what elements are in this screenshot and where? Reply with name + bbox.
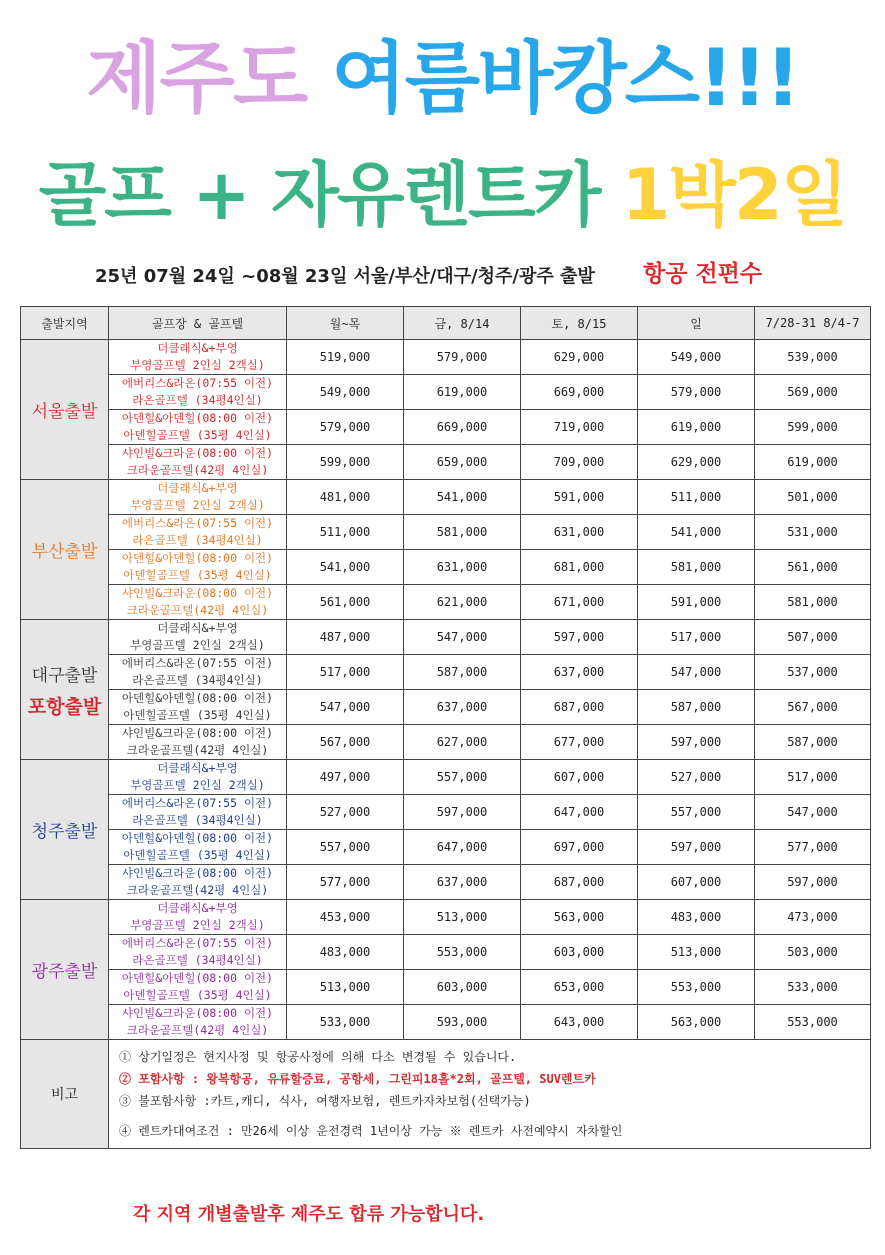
golf-line: 샤인빌&크라운(08:00 이전) [121,446,274,460]
price-cell: 563,000 [638,1005,755,1040]
golf-cell [109,655,287,690]
golf-line: 에버리스&라온(07:55 이전) [121,376,274,390]
price-table [20,306,871,1149]
price-cell: 597,000 [521,620,638,655]
price-cell: 513,000 [404,900,521,935]
price-cell: 537,000 [755,655,871,690]
header-golf: 골프장 & 골프텔 [109,307,287,340]
price-cell: 579,000 [287,410,404,445]
price-cell: 627,000 [404,725,521,760]
note-4: ④ 렌트카대여조건 : 만26세 이상 운전경력 1년이상 가능 ※ 렌트카 사전예약시 자차할인 [119,1124,623,1138]
notes-cell [109,1040,871,1149]
golf-line: 샤인빌&크라운(08:00 이전) [121,1006,274,1020]
price-cell: 549,000 [287,375,404,410]
region-cell [21,480,109,620]
golf-line: 라온골프텔 (34평4인실) [132,533,263,547]
price-cell: 653,000 [521,970,638,1005]
table-row [21,935,871,970]
price-cell: 541,000 [287,550,404,585]
table-row [21,1005,871,1040]
golf-cell [109,515,287,550]
footer-note: 각 지역 개별출발후 제주도 합류 가능합니다. [133,1204,485,1225]
table-row [21,585,871,620]
golf-line: 부영골프텔 2인실 2객실) [130,778,265,792]
price-cell: 581,000 [755,585,871,620]
golf-line: 부영골프텔 2인실 2객실) [130,918,265,932]
table-row [21,375,871,410]
golf-line: 크라운골프텔(42평 4인실) [126,743,269,757]
price-cell: 647,000 [404,830,521,865]
price-cell: 577,000 [287,865,404,900]
price-cell: 619,000 [638,410,755,445]
golf-line: 크라운골프텔(42평 4인실) [126,603,269,617]
price-cell: 481,000 [287,480,404,515]
sub-title [0,154,885,236]
golf-cell [109,585,287,620]
price-cell: 597,000 [638,725,755,760]
price-cell: 607,000 [638,865,755,900]
price-cell: 533,000 [755,970,871,1005]
price-cell: 511,000 [287,515,404,550]
table-row [21,480,871,515]
note-1: ① 상기일정은 현지사정 및 항공사정에 의해 다소 변경될 수 있습니다. [119,1050,517,1064]
golf-line: 아덴힐골프텔 (35평 4인실) [123,568,272,582]
price-cell: 547,000 [404,620,521,655]
price-cell: 557,000 [287,830,404,865]
price-cell: 579,000 [404,340,521,375]
price-cell: 563,000 [521,900,638,935]
golf-line: 더클래식&+부영 [157,481,238,495]
price-cell: 531,000 [755,515,871,550]
golf-line: 부영골프텔 2인실 2객실) [130,498,265,512]
golf-cell [109,620,287,655]
region-extra: 포항출발 [27,695,102,718]
golf-line: 더클래식&+부영 [157,621,238,635]
region-name: 서울출발 [31,402,98,422]
golf-cell [109,760,287,795]
subtitle-part1: 골프 + 자유렌트카 [38,154,600,236]
price-cell: 541,000 [404,480,521,515]
table-row [21,690,871,725]
price-cell: 473,000 [755,900,871,935]
golf-line: 샤인빌&크라운(08:00 이전) [121,726,274,740]
golf-line: 더클래식&+부영 [157,341,238,355]
region-name: 청주출발 [31,822,98,842]
price-cell: 483,000 [638,900,755,935]
table-row [21,445,871,480]
price-cell: 581,000 [404,515,521,550]
region-name: 부산출발 [31,542,98,562]
price-cell: 511,000 [638,480,755,515]
price-cell: 579,000 [638,375,755,410]
table-row [21,410,871,445]
price-cell: 547,000 [287,690,404,725]
price-cell: 621,000 [404,585,521,620]
table-row [21,760,871,795]
region-cell [21,340,109,480]
price-cell: 567,000 [755,690,871,725]
table-row [21,795,871,830]
golf-cell [109,410,287,445]
price-cell: 597,000 [755,865,871,900]
price-cell: 607,000 [521,760,638,795]
price-cell: 507,000 [755,620,871,655]
price-cell: 603,000 [404,970,521,1005]
golf-line: 에버리스&라온(07:55 이전) [121,936,274,950]
golf-line: 에버리스&라온(07:55 이전) [121,516,274,530]
header-saturday: 토, 8/15 [521,307,638,340]
header-region: 출발지역 [21,307,109,340]
golf-line: 아덴힐골프텔 (35평 4인실) [123,428,272,442]
golf-line: 에버리스&라온(07:55 이전) [121,796,274,810]
price-cell: 517,000 [287,655,404,690]
price-cell: 561,000 [287,585,404,620]
golf-line: 부영골프텔 2인실 2객실) [130,638,265,652]
golf-line: 아덴힐골프텔 (35평 4인실) [123,848,272,862]
price-cell: 659,000 [404,445,521,480]
golf-line: 에버리스&라온(07:55 이전) [121,656,274,670]
region-cell [21,760,109,900]
main-title [0,34,885,124]
golf-cell [109,1005,287,1040]
table-row [21,725,871,760]
price-cell: 603,000 [521,935,638,970]
region-name: 광주출발 [31,962,98,982]
header-friday: 금, 8/14 [404,307,521,340]
price-cell: 593,000 [404,1005,521,1040]
table-row [21,830,871,865]
price-cell: 619,000 [404,375,521,410]
travel-period: 25년 07월 24일 ~08월 23일 서울/부산/대구/청주/광주 출발 [95,266,595,287]
golf-line: 아덴힐&아덴힐(08:00 이전) [121,971,274,985]
table-row [21,900,871,935]
price-cell: 517,000 [755,760,871,795]
golf-cell [109,550,287,585]
price-cell: 539,000 [755,340,871,375]
price-cell: 719,000 [521,410,638,445]
price-cell: 669,000 [521,375,638,410]
price-cell: 497,000 [287,760,404,795]
price-cell: 503,000 [755,935,871,970]
price-cell: 527,000 [638,760,755,795]
price-cell: 587,000 [638,690,755,725]
golf-line: 라온골프텔 (34평4인실) [132,393,263,407]
price-cell: 569,000 [755,375,871,410]
price-cell: 553,000 [638,970,755,1005]
golf-cell [109,970,287,1005]
price-cell: 631,000 [404,550,521,585]
golf-cell [109,900,287,935]
price-cell: 687,000 [521,690,638,725]
notes-row [21,1040,871,1149]
price-cell: 637,000 [404,690,521,725]
price-cell: 513,000 [638,935,755,970]
price-cell: 453,000 [287,900,404,935]
title-part1: 제주도 [86,34,307,124]
price-cell: 501,000 [755,480,871,515]
price-cell: 599,000 [287,445,404,480]
price-cell: 587,000 [755,725,871,760]
header-peak: 7/28-31 8/4-7 [755,307,871,340]
subtitle-part2: 1박2일 [621,154,847,236]
table-row [21,970,871,1005]
golf-cell [109,795,287,830]
price-cell: 647,000 [521,795,638,830]
golf-line: 아덴힐골프텔 (35평 4인실) [123,988,272,1002]
price-cell: 533,000 [287,1005,404,1040]
golf-line: 크라운골프텔(42평 4인실) [126,463,269,477]
price-cell: 483,000 [287,935,404,970]
table-row [21,865,871,900]
price-cell: 629,000 [638,445,755,480]
golf-line: 아덴힐골프텔 (35평 4인실) [123,708,272,722]
price-cell: 619,000 [755,445,871,480]
price-cell: 547,000 [755,795,871,830]
table-row [21,515,871,550]
price-cell: 541,000 [638,515,755,550]
price-cell: 591,000 [638,585,755,620]
price-cell: 527,000 [287,795,404,830]
region-cell [21,620,109,760]
price-cell: 709,000 [521,445,638,480]
golf-line: 라온골프텔 (34평4인실) [132,813,263,827]
golf-cell [109,830,287,865]
price-cell: 629,000 [521,340,638,375]
price-cell: 561,000 [755,550,871,585]
price-cell: 513,000 [287,970,404,1005]
price-cell: 557,000 [638,795,755,830]
golf-line: 크라운골프텔(42평 4인실) [126,883,269,897]
price-cell: 553,000 [755,1005,871,1040]
price-cell: 631,000 [521,515,638,550]
region-name: 대구출발 [31,665,98,686]
price-cell: 697,000 [521,830,638,865]
header-row [21,307,871,340]
golf-cell [109,375,287,410]
golf-line: 부영골프텔 2인실 2객실) [130,358,265,372]
table-row [21,655,871,690]
golf-line: 아덴힐&아덴힐(08:00 이전) [121,831,274,845]
price-cell: 597,000 [638,830,755,865]
note-3: ③ 불포함사항 :카트,캐디, 식사, 여행자보험, 렌트카자차보험(선택가능) [119,1094,531,1108]
price-cell: 671,000 [521,585,638,620]
golf-line: 더클래식&+부영 [157,901,238,915]
price-cell: 597,000 [404,795,521,830]
golf-line: 라온골프텔 (34평4인실) [132,953,263,967]
golf-line: 아덴힐&아덴힐(08:00 이전) [121,411,274,425]
price-cell: 591,000 [521,480,638,515]
price-cell: 547,000 [638,655,755,690]
price-cell: 549,000 [638,340,755,375]
golf-cell [109,690,287,725]
golf-line: 샤인빌&크라운(08:00 이전) [121,586,274,600]
price-cell: 677,000 [521,725,638,760]
golf-line: 아덴힐&아덴힐(08:00 이전) [121,551,274,565]
price-cell: 487,000 [287,620,404,655]
price-cell: 599,000 [755,410,871,445]
header-sunday: 일 [638,307,755,340]
price-cell: 637,000 [521,655,638,690]
golf-cell [109,725,287,760]
price-cell: 567,000 [287,725,404,760]
price-cell: 687,000 [521,865,638,900]
price-cell: 643,000 [521,1005,638,1040]
title-part2: 여름바캉스!!! [331,34,799,124]
price-cell: 669,000 [404,410,521,445]
golf-cell [109,480,287,515]
price-cell: 681,000 [521,550,638,585]
golf-line: 샤인빌&크라운(08:00 이전) [121,866,274,880]
price-cell: 577,000 [755,830,871,865]
note-2: ② 포함사항 : 왕복항공, 유류할증료, 공항세, 그린피18홀*2회, 골프텔, SUV렌트카 [119,1072,596,1086]
price-cell: 587,000 [404,655,521,690]
notes-label: 비고 [21,1040,109,1149]
airline-note: 항공 전편수 [643,261,763,287]
golf-line: 크라운골프텔(42평 4인실) [126,1023,269,1037]
price-cell: 637,000 [404,865,521,900]
region-cell [21,900,109,1040]
price-cell: 557,000 [404,760,521,795]
golf-cell [109,445,287,480]
table-row [21,340,871,375]
table-row [21,550,871,585]
golf-line: 라온골프텔 (34평4인실) [132,673,263,687]
golf-cell [109,935,287,970]
header-weekday: 월~목 [287,307,404,340]
golf-cell [109,340,287,375]
price-cell: 581,000 [638,550,755,585]
table-row [21,620,871,655]
golf-line: 더클래식&+부영 [157,761,238,775]
golf-cell [109,865,287,900]
price-cell: 519,000 [287,340,404,375]
golf-line: 아덴힐&아덴힐(08:00 이전) [121,691,274,705]
price-cell: 517,000 [638,620,755,655]
price-cell: 553,000 [404,935,521,970]
